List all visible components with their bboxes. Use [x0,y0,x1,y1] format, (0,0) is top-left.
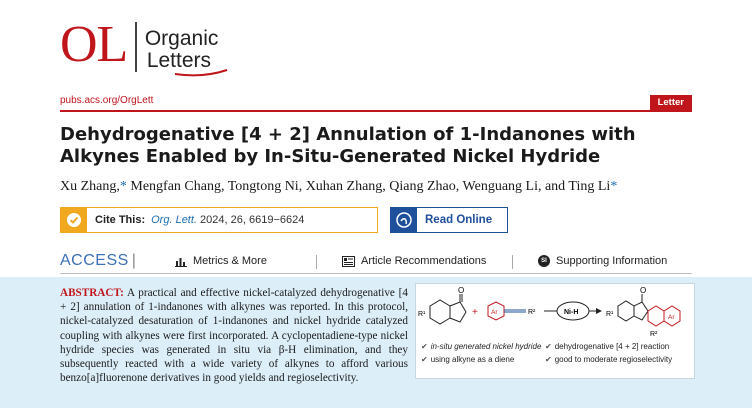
corresponding-author-star-2[interactable]: * [610,179,618,194]
access-separator [316,255,317,269]
journal-url-bar [60,95,692,109]
journal-name [145,16,219,72]
document-list-icon [342,256,355,267]
author-list [60,179,720,195]
toc-bullet [421,342,541,351]
access-separator [512,255,513,269]
toc-bullet [545,355,672,364]
abstract [60,286,408,385]
check-icon [61,207,87,233]
journal-url-link[interactable]: pubs.acs.org/OrgLett [60,95,154,106]
toc-bullet-text: dehydrogenative [4 + 2] reaction [554,342,670,351]
toc-bullet-text: good to moderate regioselectivity [554,355,673,364]
product-r2-label: R² [650,331,658,338]
citation-journal: Org. Lett. [151,214,197,226]
ni-h-label: Ni-H [564,309,579,316]
citation-text [151,214,304,226]
access-pipe: | [131,252,137,269]
journal-name-line1: Organic [144,27,219,50]
article-type-badge: Letter [650,95,692,111]
indanone-oxygen: O [458,286,465,295]
journal-logo[interactable] [60,16,218,76]
journal-name-line2 [145,50,219,72]
ar-label: Ar [491,309,498,316]
access-label [60,252,136,270]
supporting-information-link[interactable] [538,255,667,267]
article-recommendations-link[interactable] [342,255,486,267]
toc-bullet-text: in-situ generated nickel hydride [430,342,542,351]
logo-divider [135,22,137,72]
check-icon: ✔ [545,355,552,364]
journal-name-line2-text: Letters [146,49,212,72]
author-rest[interactable]: Mengfan Chang, Tongtong Ni, Xuhan Zhang, Qiang Zhao, Wenguang Li, and Ting Li [126,179,611,194]
toc-bullet [421,355,514,364]
si-badge-icon: SI [538,255,550,267]
access-bar [60,252,692,274]
journal-logo-letters: OL [60,16,128,73]
toc-bullet-text: using alkyne as a diene [430,355,515,364]
metrics-label: Metrics & More [193,255,267,267]
product-oxygen: O [640,286,647,295]
access-rule [60,273,692,274]
globe-icon [391,207,417,233]
cite-this-box[interactable] [60,207,378,233]
read-online-label: Read Online [425,214,493,226]
abstract-label: ABSTRACT: [60,287,124,299]
logo-swoosh-icon [173,68,229,78]
bar-chart-icon [175,256,187,267]
header-rule [60,110,692,112]
plus-sign: + [472,307,478,318]
product-r1-label: R¹ [606,311,614,318]
product-ar-label: Ar [668,314,675,321]
r2-label: R² [528,309,536,316]
cite-label: Cite This: [95,214,146,226]
author-first[interactable]: Xu Zhang, [60,179,120,194]
article-title: Dehydrogenative [4 + 2] Annulation of 1-Indanones with Alkynes Enabled by In-Situ-Generated Nickel Hydride [60,124,636,167]
toc-graphic[interactable] [415,283,695,379]
check-icon: ✔ [421,342,428,351]
r1-label: R¹ [418,311,426,318]
recommendations-label: Article Recommendations [361,255,487,267]
check-icon: ✔ [545,342,552,351]
access-label-text: ACCESS [60,252,129,269]
metrics-more-link[interactable] [175,255,267,267]
supporting-label: Supporting Information [556,255,668,267]
corresponding-author-star[interactable]: * [119,179,127,194]
reaction-scheme [416,284,696,380]
check-icon: ✔ [421,355,428,364]
read-online-button[interactable] [390,207,508,233]
citation-details: 2024, 26, 6619−6624 [196,214,305,226]
abstract-body: A practical and effective nickel-catalyzed dehydrogenative [4 + 2] annulation of 1-indanones with alkynes was reported. In this protocol, nickel-catalyzed desaturation of 1-indanones and nickel hydride catalyzed coupling with alkynes were first incorporated. A cyclopentadiene-type nickel hydride species was generated in situ via β-H elimination, and they subsequently reacted with a wide variety of alkynes to afford various benzo[a]fluorenone derivatives in good yields and regioselectivity. [60,287,408,385]
toc-bullet [545,342,669,351]
